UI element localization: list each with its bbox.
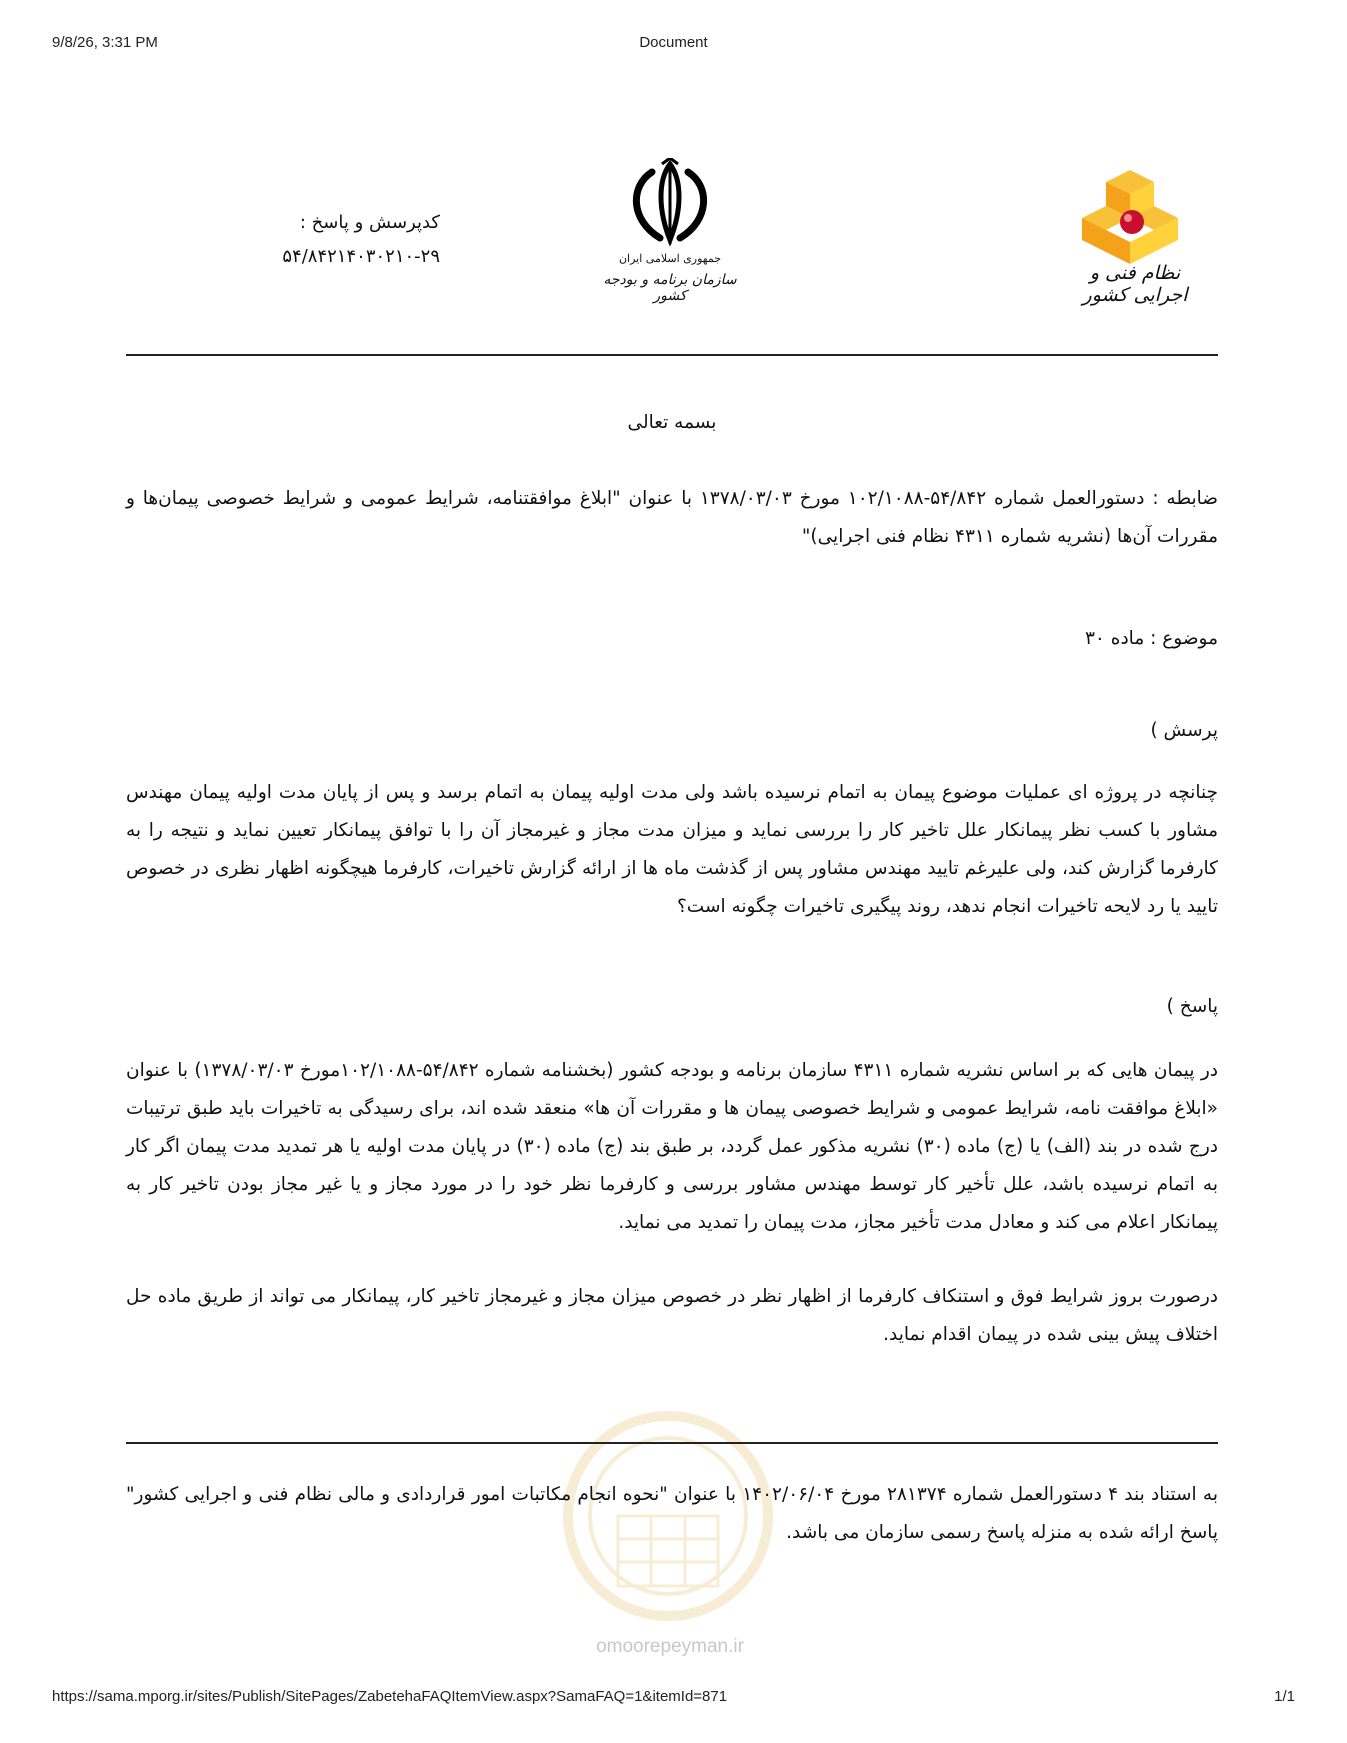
- page-number: 1/1: [1274, 1688, 1295, 1705]
- closing-paragraph: به استناد بند ۴ دستورالعمل شماره ۲۸۱۳۷۴ مورخ ۱۴۰۲/۰۶/۰۴ با عنوان "نحوه انجام مکاتبات امور قراردادی و مالی نظام فنی و اجرایی کشور" پاسخ ارائه شده به منزله پاسخ رسمی سازمان می باشد.: [126, 1484, 1218, 1543]
- page-url: https://sama.mporg.ir/sites/Publish/SitePages/ZabetehaFAQItemView.aspx?SamaFAQ=1&itemId=871: [52, 1688, 728, 1705]
- answer-paragraph-2: درصورت بروز شرایط فوق و استنکاف کارفرما از اظهار نظر در خصوص میزان مجاز و غیرمجاز تاخیر کار، پیمانکار می تواند از طریق ماده حل اختلاف پیش بینی شده در پیمان اقدام نماید.: [126, 1286, 1218, 1345]
- closing-divider: [126, 1442, 1218, 1444]
- qa-code-block: [200, 206, 440, 274]
- answer-paragraph-1: در پیمان هایی که بر اساس نشریه شماره ۴۳۱۱ سازمان برنامه و بودجه کشور (بخشنامه شماره ۵۴/۸۴۲-۱۰۲/۱۰۸۸مورخ ۱۳۷۸/۰۳/۰۳) با عنوان «ابلاغ موافقت نامه، شرایط عمومی و شرایط خصوصی پیمان ها و مقررات آن ها» منعقد شده اند، برای رسیدگی به تاخیرات باید طبق ترتیبات درج شده در بند (الف) یا (ج) ماده (۳۰) نشریه مذکور عمل گردد، بر طبق بند (ج) ماده (۳۰) در پایان مدت اولیه یا هر تمدید مدت پیمان اگر کار به اتمام نرسیده باشد، علل تأخیر کار توسط مهندس مشاور بررسی و کارفرما نظر خود را در مورد مجاز و یا غیر مجاز بودن تاخیر کار به پیمانکار اعلام می کند و معادل مدت تأخیر مجاز، مدت پیمان را تمدید می نماید.: [126, 1060, 1218, 1233]
- print-footer: [0, 1688, 1347, 1708]
- print-header: [0, 34, 1347, 54]
- emblem-icon: [600, 158, 740, 250]
- regulation-paragraph: ضابطه : دستورالعمل شماره ۵۴/۸۴۲-۱۰۲/۱۰۸۸ مورخ ۱۳۷۸/۰۳/۰۳ با عنوان "ابلاغ موافقتنامه، شرایط عمومی و شرایط خصوصی پیمان‌ها و مقررات آن‌ها (نشریه شماره ۴۳۱۱ نظام فنی اجرایی)": [126, 488, 1218, 547]
- logo-caption: نظام فنی و اجرایی کشور: [1082, 262, 1188, 306]
- question-text: چنانچه در پروژه ای عملیات موضوع پیمان به اتمام نرسیده باشد ولی مدت اولیه پیمان به اتمام برسد و پس از پایان مدت اولیه پیمان مهندس مشاور با کسب نظر پیمانکار علل تاخیر کار را بررسی نماید و میزان مدت مجاز و غیرمجاز آن را با توافق پیمانکار تعیین نماید و نتیجه را به کارفرما گزارش کند، ولی علیرغم تایید مهندس مشاور پس از گذشت ماه ها از ارائه گزارش تاخیرات، کارفرما هیچگونه اظهار نظری در خصوص تایید یا رد لایحه تاخیرات انجام ندهد، روند پیگیری تاخیرات چگونه است؟: [126, 782, 1218, 917]
- subject-line: موضوع : ماده ۳۰: [1085, 628, 1218, 649]
- technical-system-logo: [1060, 162, 1220, 306]
- qa-code-label: کدپرسش و پاسخ :: [299, 212, 440, 233]
- print-title: Document: [639, 34, 708, 51]
- header-divider: [126, 354, 1218, 356]
- iran-emblem: [600, 158, 740, 308]
- emblem-caption-2: سازمان برنامه و بودجه کشور: [603, 272, 737, 304]
- bismillah: بسمه تعالی: [627, 412, 717, 433]
- answer-label: پاسخ ): [1166, 996, 1218, 1017]
- question-label: پرسش ): [1150, 720, 1218, 741]
- emblem-caption-1: جمهوری اسلامی ایران: [618, 252, 722, 265]
- print-datetime: 9/8/26, 3:31 PM: [52, 34, 158, 51]
- qa-code-value: ۵۴/۸۴۲۱۴۰۳۰۲۱۰-۲۹: [282, 246, 440, 267]
- watermark-text: omoorepeyman.ir: [596, 1636, 744, 1657]
